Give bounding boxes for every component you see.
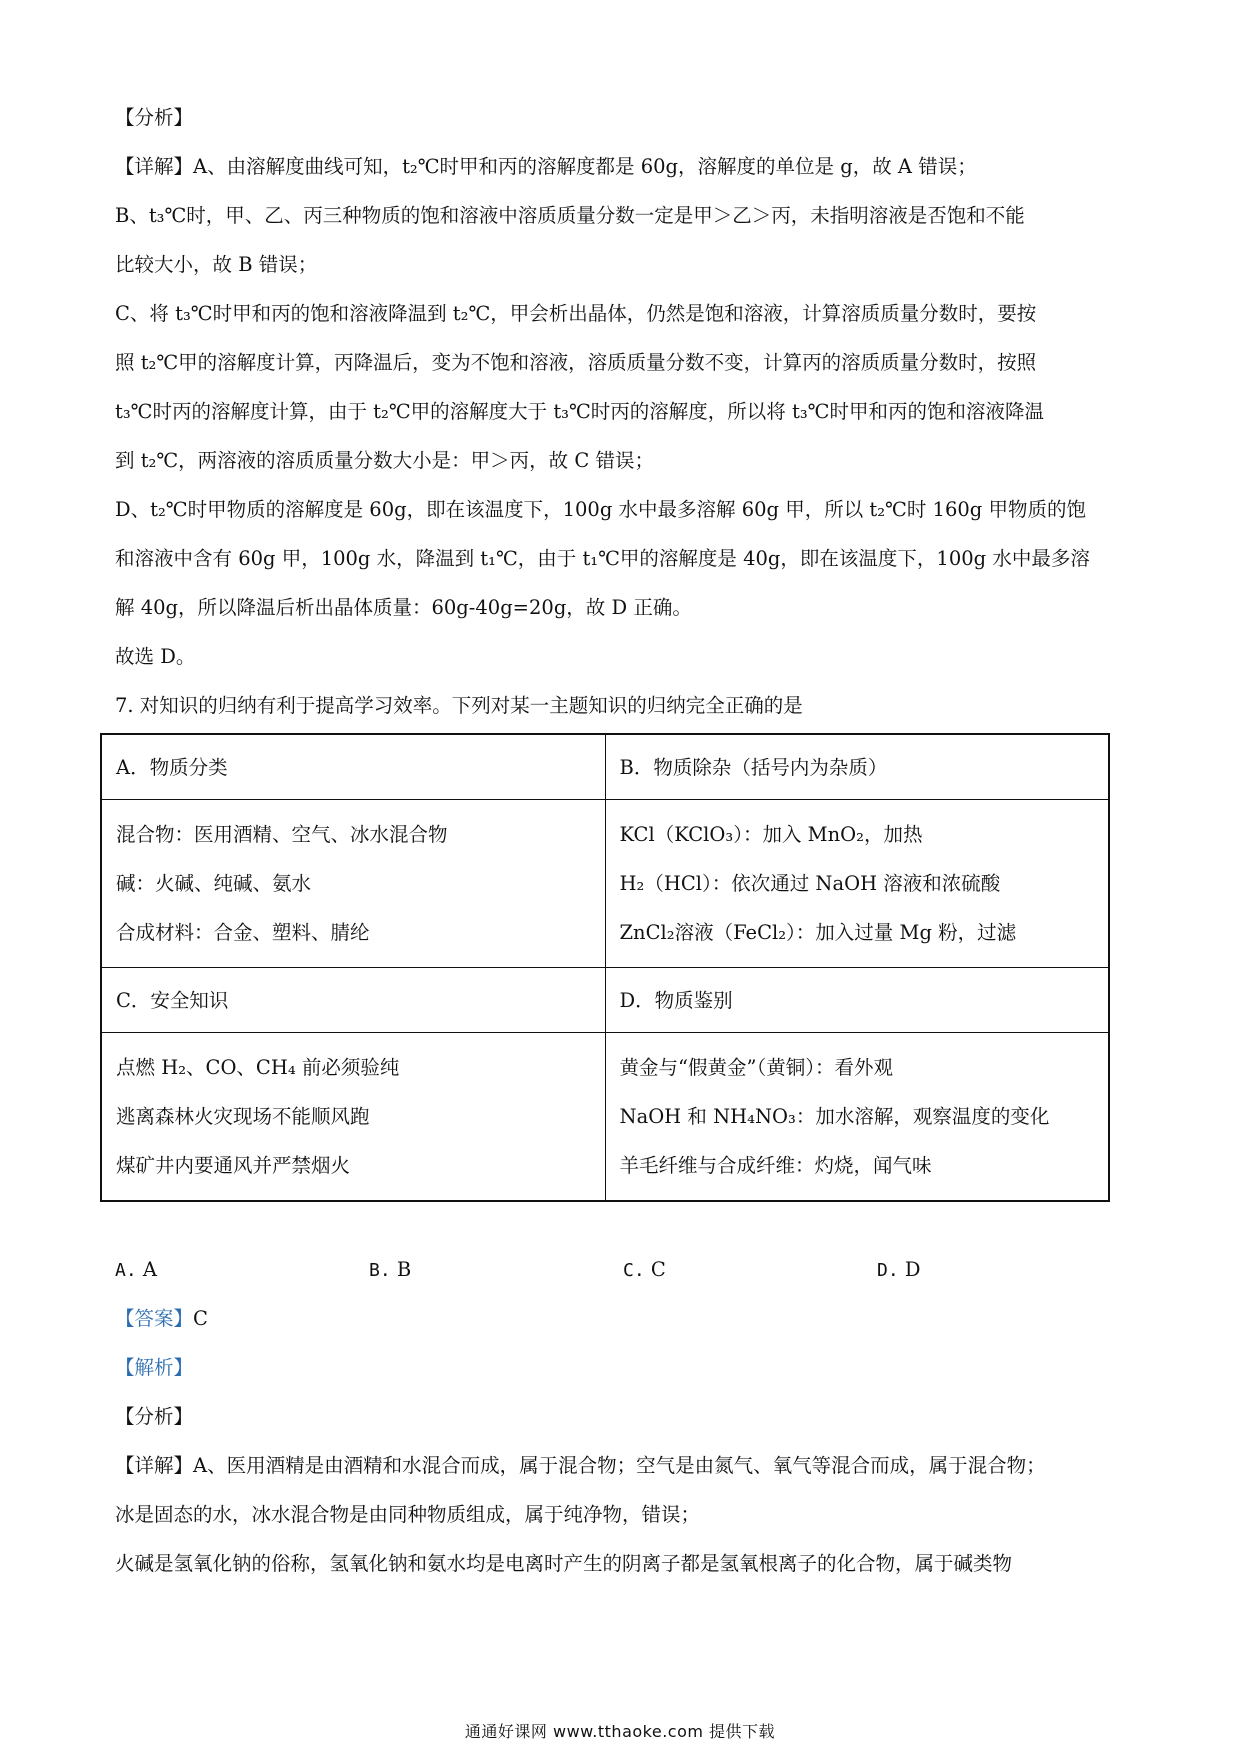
cell-c-item-1: 点燃 H₂、CO、CH₄ 前必须验纯 xyxy=(116,1056,400,1079)
cell-d-item-2: NaOH 和 NH₄NO₃：加水溶解，观察温度的变化 xyxy=(619,1105,1050,1128)
cell-a-head: A．物质分类 xyxy=(101,734,605,800)
q7-answer xyxy=(115,1304,1135,1334)
cell-a-item-2: 碱：火碱、纯碱、氨水 xyxy=(116,872,312,895)
cell-b-item-2: H₂（HCl）：依次通过 NaOH 溶液和浓硫酸 xyxy=(619,872,1001,895)
q6-detail-c-1: C、将 t₃℃时甲和丙的饱和溶液降温到 t₂℃，甲会析出晶体，仍然是饱和溶液，计算溶质质量分数时，要按 xyxy=(115,302,1037,325)
answer-label: 【答案】 xyxy=(115,1307,194,1330)
q7-detail-1: 【详解】A、医用酒精是由酒精和水混合而成，属于混合物；空气是由氮气、氧气等混合而成，属于混合物； xyxy=(115,1454,1046,1477)
cell-b-head: B．物质除杂（括号内为杂质） xyxy=(605,734,1109,800)
q7-options xyxy=(115,1255,1135,1285)
cell-a-item-3: 合成材料：合金、塑料、腈纶 xyxy=(116,921,370,944)
option-a: A. A xyxy=(115,1258,157,1281)
cell-c-item-3: 煤矿井内要通风并严禁烟火 xyxy=(116,1154,351,1177)
q7-knowledge-table xyxy=(100,733,1110,1202)
option-b: B. B xyxy=(369,1258,412,1281)
cell-a-body xyxy=(101,800,605,968)
cell-a-item-1: 混合物：医用酒精、空气、冰水混合物 xyxy=(116,823,448,846)
cell-c-head: C．安全知识 xyxy=(101,968,605,1033)
cell-d-head: D．物质鉴别 xyxy=(605,968,1109,1033)
q6-detail-d-2: 和溶液中含有 60g 甲，100g 水，降温到 t₁℃，由于 t₁℃甲的溶解度是 40g，即在该温度下，100g 水中最多溶 xyxy=(115,547,1090,570)
q6-detail-c-3: t₃℃时丙的溶解度计算，由于 t₂℃甲的溶解度大于 t₃℃时丙的溶解度，所以将 t₃℃时甲和丙的饱和溶液降温 xyxy=(115,400,1044,423)
page-footer: 通通好课网 www.tthaoke.com 提供下载 xyxy=(464,1722,776,1741)
q7-stem: 7. 对知识的归纳有利于提高学习效率。下列对某一主题知识的归纳完全正确的是 xyxy=(115,694,803,717)
cell-b-item-3: ZnCl₂溶液（FeCl₂）：加入过量 Mg 粉，过滤 xyxy=(619,921,1017,944)
cell-c-item-2: 逃离森林火灾现场不能顺风跑 xyxy=(116,1105,370,1128)
q6-detail-c-4: 到 t₂℃，两溶液的溶质质量分数大小是：甲＞丙，故 C 错误； xyxy=(115,449,654,472)
q6-detail-b-1: B、t₃℃时，甲、乙、丙三种物质的饱和溶液中溶质质量分数一定是甲＞乙＞丙，未指明溶液是否饱和不能 xyxy=(115,204,1025,227)
q6-detail-d-3: 解 40g，所以降温后析出晶体质量：60g-40g=20g，故 D 正确。 xyxy=(115,596,692,619)
q6-analysis-heading: 【分析】 xyxy=(115,106,194,129)
q6-detail-a: 【详解】A、由溶解度曲线可知，t₂℃时甲和丙的溶解度都是 60g，溶解度的单位是 g，故 A 错误； xyxy=(115,155,977,178)
cell-d-item-1: 黄金与“假黄金”（黄铜）：看外观 xyxy=(619,1056,893,1079)
cell-b-item-1: KCl（KClO₃）：加入 MnO₂，加热 xyxy=(619,823,923,846)
q6-conclusion: 故选 D。 xyxy=(115,645,196,668)
q6-detail-d-1: D、t₂℃时甲物质的溶解度是 60g，即在该温度下，100g 水中最多溶解 60g 甲，所以 t₂℃时 160g 甲物质的饱 xyxy=(115,498,1086,521)
cell-b-body xyxy=(605,800,1109,968)
q7-parse-label: 【解析】 xyxy=(115,1356,194,1379)
q7-detail-2: 冰是固态的水，冰水混合物是由同种物质组成，属于纯净物，错误； xyxy=(115,1503,701,1526)
cell-d-body xyxy=(605,1033,1109,1202)
q6-detail-b-2: 比较大小，故 B 错误； xyxy=(115,253,318,276)
cell-d-item-3: 羊毛纤维与合成纤维：灼烧，闻气味 xyxy=(619,1154,932,1177)
answer-value: C xyxy=(193,1307,208,1330)
option-d: D. D xyxy=(877,1258,921,1281)
q6-detail-c-2: 照 t₂℃甲的溶解度计算，丙降温后，变为不饱和溶液，溶质质量分数不变，计算丙的溶质质量分数时，按照 xyxy=(115,351,1037,374)
q7-analysis-heading: 【分析】 xyxy=(115,1405,194,1428)
cell-c-body xyxy=(101,1033,605,1202)
q7-detail-3: 火碱是氢氧化钠的俗称，氢氧化钠和氨水均是电离时产生的阴离子都是氢氧根离子的化合物，属于碱类物 xyxy=(115,1552,1013,1575)
option-c: C. C xyxy=(623,1258,666,1281)
